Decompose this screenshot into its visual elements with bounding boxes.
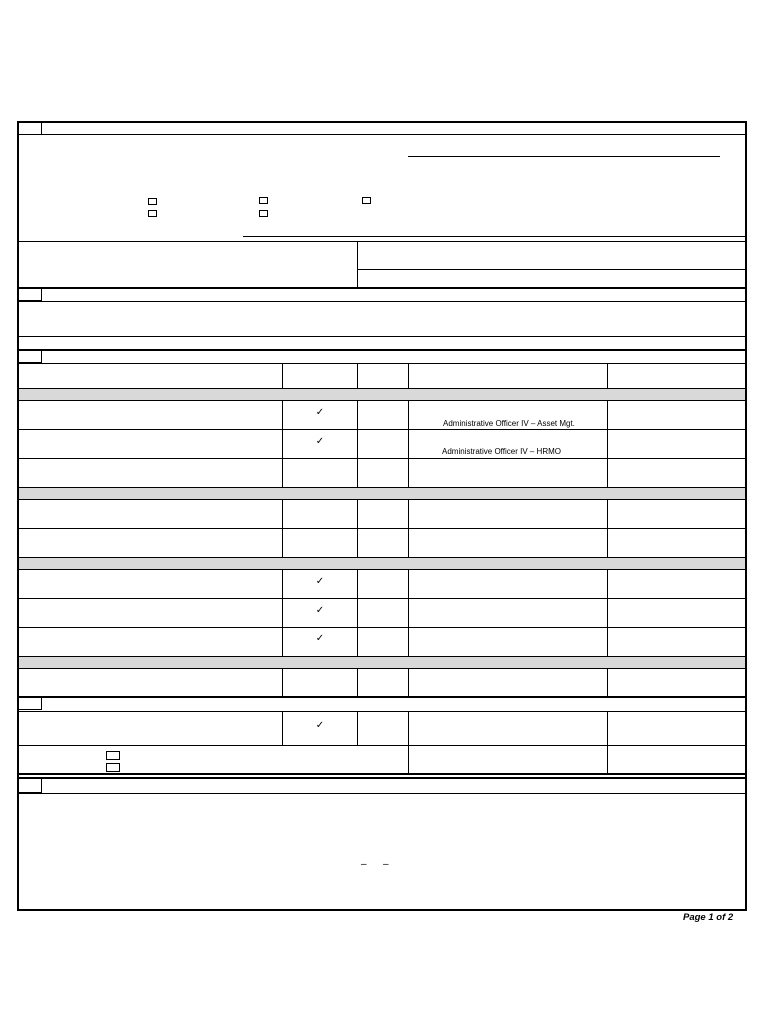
- signature-line: [408, 156, 720, 157]
- option-checkbox-3a[interactable]: [362, 197, 371, 204]
- section-2-tab: [19, 289, 42, 301]
- option-checkbox-1b[interactable]: [148, 210, 157, 217]
- info-box-divider: [357, 241, 358, 288]
- row-divider: [19, 598, 745, 599]
- check-mark: ✓: [315, 605, 325, 616]
- section-5-tab: [19, 779, 42, 793]
- check-mark: ✓: [315, 720, 325, 731]
- option-checkbox-4a[interactable]: [106, 751, 120, 760]
- col-line-1: [282, 668, 283, 696]
- col-line-2: [357, 363, 358, 388]
- info-box-top: [19, 241, 745, 242]
- col-line-4: [607, 569, 608, 656]
- col-line-1: [282, 569, 283, 656]
- group-band-4: [19, 656, 745, 669]
- section-2-top: [19, 287, 745, 289]
- check-mark: ✓: [315, 407, 325, 418]
- section-4-tab: [19, 698, 42, 710]
- page-number: Page 1 of 2: [683, 912, 734, 923]
- section-5-top-a: [19, 773, 745, 775]
- section-2-rule: [19, 301, 745, 302]
- col-line-3: [408, 711, 409, 773]
- row-divider: [19, 458, 745, 459]
- option-checkbox-2a[interactable]: [259, 197, 268, 204]
- col-line-4: [607, 711, 608, 773]
- section-3-rule: [19, 363, 745, 364]
- section-1-rule: [19, 134, 745, 135]
- officer-label-asset: Administrative Officer IV – Asset Mgt.: [443, 419, 575, 428]
- info-box-mid: [357, 269, 745, 270]
- row-divider: [19, 745, 745, 746]
- row-divider: [19, 429, 745, 430]
- col-line-2: [357, 668, 358, 696]
- col-line-1: [282, 711, 283, 745]
- check-mark: ✓: [315, 576, 325, 587]
- col-line-3: [408, 400, 409, 487]
- section-5-rule: [19, 793, 745, 794]
- col-line-1: [282, 363, 283, 388]
- section-2-bottom: [19, 336, 745, 337]
- col-line-4: [607, 668, 608, 696]
- options-rule: [243, 236, 745, 237]
- group-band-3: [19, 557, 745, 570]
- section-4-rule: [19, 711, 745, 712]
- col-line-4: [607, 400, 608, 487]
- col-line-1: [282, 400, 283, 487]
- dash-mark: –: [383, 859, 389, 870]
- col-line-3: [408, 668, 409, 696]
- col-line-2: [357, 400, 358, 487]
- col-line-3: [408, 569, 409, 656]
- option-checkbox-2b[interactable]: [259, 210, 268, 217]
- section-3-tab: [19, 351, 42, 363]
- group-band-2: [19, 487, 745, 500]
- officer-label-hrmo: Administrative Officer IV – HRMO: [442, 447, 561, 456]
- group-band-1: [19, 388, 745, 401]
- option-checkbox-4b[interactable]: [106, 763, 120, 772]
- section-3-top: [19, 349, 745, 351]
- option-checkbox-1a[interactable]: [148, 198, 157, 205]
- row-divider: [19, 528, 745, 529]
- section-5-top-b: [19, 777, 745, 779]
- row-divider: [19, 627, 745, 628]
- col-line-2: [357, 569, 358, 656]
- section-4-top: [19, 696, 745, 698]
- col-line-3: [408, 363, 409, 388]
- col-line-2: [357, 711, 358, 745]
- check-mark: ✓: [315, 633, 325, 644]
- col-line-4: [607, 363, 608, 388]
- check-mark: ✓: [315, 436, 325, 447]
- dash-mark: –: [361, 859, 367, 870]
